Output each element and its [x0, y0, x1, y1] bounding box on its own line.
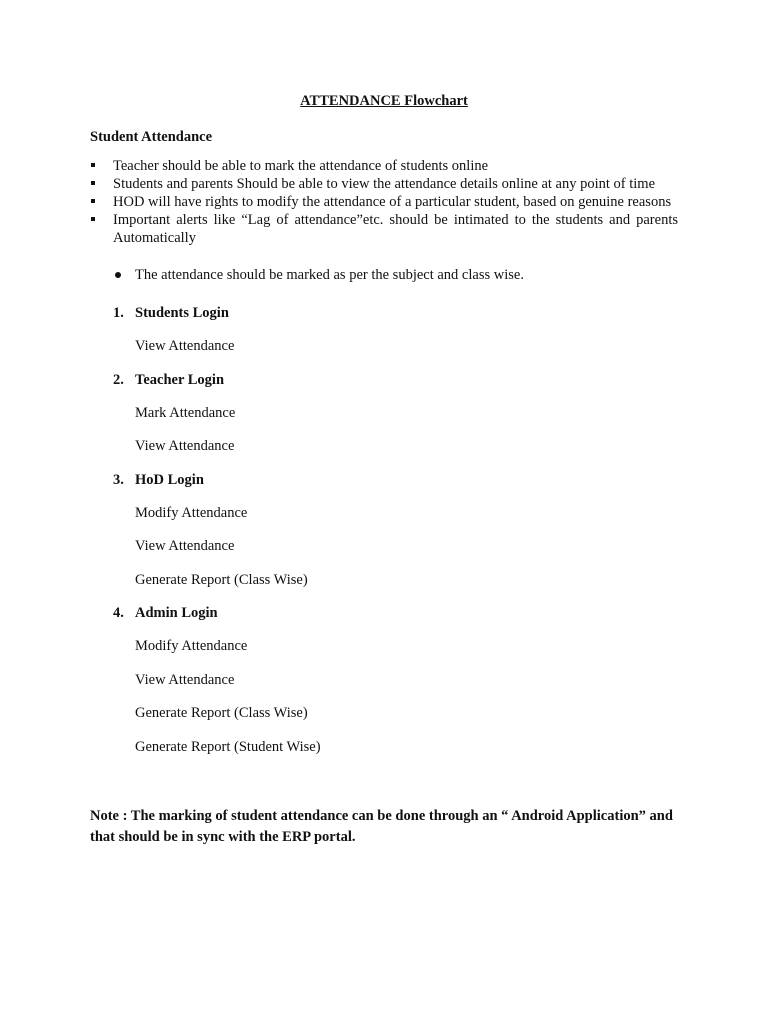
list-item	[90, 157, 678, 175]
section-heading: Student Attendance	[90, 129, 213, 145]
note-paragraph: Note : The marking of student attendance can be done through an “ Android Application” and that should be in sync with the ERP portal.	[90, 808, 673, 845]
sub-bullet-text: The attendance should be marked as per the subject and class wise.	[135, 267, 524, 283]
login-item: View Attendance	[135, 671, 235, 688]
login-heading	[113, 304, 673, 337]
list-item-text: HOD will have rights to modify the attendance of a particular student, based on genuine reasons	[113, 194, 672, 210]
square-bullet-icon	[91, 217, 95, 221]
login-heading	[113, 471, 673, 504]
document-title: ATTENDANCE Flowchart	[300, 93, 468, 109]
login-number: 2.	[113, 371, 124, 388]
login-item: View Attendance	[135, 438, 235, 454]
sub-bullet	[113, 266, 673, 284]
login-number: 1.	[113, 305, 124, 321]
login-item: Generate Report (Student Wise)	[135, 738, 321, 755]
requirements-list	[90, 157, 678, 247]
square-bullet-icon	[91, 199, 95, 203]
login-heading-text: Teacher Login	[135, 371, 225, 388]
list-item-text: Teacher should be able to mark the attendance of students online	[113, 158, 489, 174]
login-heading-text: Admin Login	[135, 605, 218, 621]
list-item-text: Students and parents Should be able to view the attendance details online at any point of time	[113, 176, 656, 192]
list-item	[90, 175, 678, 193]
login-item: Modify Attendance	[135, 638, 248, 654]
login-heading	[113, 371, 673, 404]
login-item: Modify Attendance	[135, 504, 248, 521]
list-item-text: Important alerts like “Lag of attendance”etc. should be intimated to the students and parents Automatically	[113, 212, 678, 246]
login-heading-text: Students Login	[135, 305, 229, 321]
login-block-admin	[113, 604, 673, 771]
login-item: View Attendance	[135, 538, 235, 554]
login-item: Generate Report (Class Wise)	[135, 705, 308, 721]
login-heading-text: HoD Login	[135, 471, 204, 488]
square-bullet-icon	[91, 163, 95, 167]
login-number: 4.	[113, 605, 124, 621]
list-item	[90, 193, 678, 211]
login-item: View Attendance	[135, 338, 235, 354]
login-list	[113, 304, 673, 771]
login-block-teacher	[113, 371, 673, 471]
login-number: 3.	[113, 471, 124, 488]
round-bullet-icon	[115, 272, 121, 278]
login-block-hod	[113, 471, 673, 605]
list-item	[90, 211, 678, 247]
square-bullet-icon	[91, 181, 95, 185]
login-block-students	[113, 304, 673, 371]
login-item: Generate Report (Class Wise)	[135, 571, 308, 588]
login-heading	[113, 604, 673, 637]
login-item: Mark Attendance	[135, 404, 236, 421]
